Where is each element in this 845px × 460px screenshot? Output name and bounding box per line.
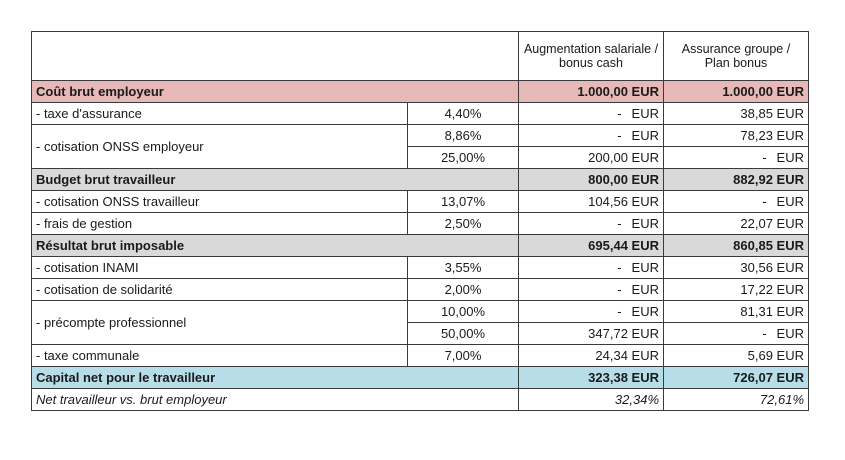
value-b: 72,61% (664, 389, 809, 411)
dash: - (762, 326, 767, 341)
row-taxe-communale (32, 345, 809, 367)
value-b (664, 147, 809, 169)
value-b: 22,07 EUR (664, 213, 809, 235)
row-cotisation-solidarite (32, 279, 809, 301)
dash: - (617, 304, 622, 319)
currency: EUR (776, 150, 804, 165)
currency: EUR (631, 216, 659, 231)
value-a (519, 257, 664, 279)
value-a: 695,44 EUR (519, 235, 664, 257)
row-cout-brut-employeur (32, 81, 809, 103)
row-capital-net-travailleur (32, 367, 809, 389)
value-a (519, 103, 664, 125)
rate: 10,00% (408, 301, 519, 323)
value-a: 347,72 EUR (519, 323, 664, 345)
currency: EUR (631, 260, 659, 275)
row-label: - cotisation ONSS travailleur (32, 191, 408, 213)
currency: EUR (776, 326, 804, 341)
dash: - (762, 194, 767, 209)
value-a: 24,34 EUR (519, 345, 664, 367)
value-a: 323,38 EUR (519, 367, 664, 389)
row-taxe-assurance (32, 103, 809, 125)
rate: 4,40% (408, 103, 519, 125)
row-label: - taxe d'assurance (32, 103, 408, 125)
value-a: 800,00 EUR (519, 169, 664, 191)
row-net-vs-brut (32, 389, 809, 411)
header-assurance-groupe: Assurance groupe / Plan bonus (664, 32, 809, 81)
value-b (664, 323, 809, 345)
row-label: Budget brut travailleur (32, 169, 519, 191)
value-a: 32,34% (519, 389, 664, 411)
currency: EUR (631, 282, 659, 297)
currency: EUR (631, 106, 659, 121)
row-precompte-professionnel-1 (32, 301, 809, 323)
row-onss-employeur-1 (32, 125, 809, 147)
value-b: 5,69 EUR (664, 345, 809, 367)
value-b (664, 191, 809, 213)
currency: EUR (776, 194, 804, 209)
value-b: 81,31 EUR (664, 301, 809, 323)
row-label: Résultat brut imposable (32, 235, 519, 257)
rate: 25,00% (408, 147, 519, 169)
value-b: 38,85 EUR (664, 103, 809, 125)
row-label: - cotisation INAMI (32, 257, 408, 279)
header-empty-cell (32, 32, 519, 81)
rate: 2,50% (408, 213, 519, 235)
row-resultat-brut-imposable (32, 235, 809, 257)
value-b: 30,56 EUR (664, 257, 809, 279)
rate: 50,00% (408, 323, 519, 345)
currency: EUR (631, 304, 659, 319)
dash: - (617, 216, 622, 231)
rate: 7,00% (408, 345, 519, 367)
header-augmentation-salariale: Augmentation salariale / bonus cash (519, 32, 664, 81)
dash: - (617, 282, 622, 297)
row-cotisation-inami (32, 257, 809, 279)
value-b: 17,22 EUR (664, 279, 809, 301)
rate: 13,07% (408, 191, 519, 213)
dash: - (762, 150, 767, 165)
row-label: - cotisation de solidarité (32, 279, 408, 301)
row-label: Capital net pour le travailleur (32, 367, 519, 389)
value-a: 104,56 EUR (519, 191, 664, 213)
currency: EUR (631, 128, 659, 143)
row-label: - cotisation ONSS employeur (32, 125, 408, 169)
row-label: - frais de gestion (32, 213, 408, 235)
value-a: 200,00 EUR (519, 147, 664, 169)
rate: 3,55% (408, 257, 519, 279)
dash: - (617, 260, 622, 275)
row-frais-gestion (32, 213, 809, 235)
value-b: 78,23 EUR (664, 125, 809, 147)
value-b: 1.000,00 EUR (664, 81, 809, 103)
value-a (519, 213, 664, 235)
row-budget-brut-travailleur (32, 169, 809, 191)
value-b: 726,07 EUR (664, 367, 809, 389)
header-row (32, 32, 809, 81)
dash: - (617, 128, 622, 143)
value-a: 1.000,00 EUR (519, 81, 664, 103)
value-b: 860,85 EUR (664, 235, 809, 257)
comparison-table (31, 31, 809, 411)
row-onss-travailleur (32, 191, 809, 213)
value-b: 882,92 EUR (664, 169, 809, 191)
dash: - (617, 106, 622, 121)
value-a (519, 125, 664, 147)
rate: 2,00% (408, 279, 519, 301)
value-a (519, 301, 664, 323)
row-label: - précompte professionnel (32, 301, 408, 345)
value-a (519, 279, 664, 301)
row-label: Coût brut employeur (32, 81, 519, 103)
row-label: Net travailleur vs. brut employeur (32, 389, 519, 411)
rate: 8,86% (408, 125, 519, 147)
row-label: - taxe communale (32, 345, 408, 367)
